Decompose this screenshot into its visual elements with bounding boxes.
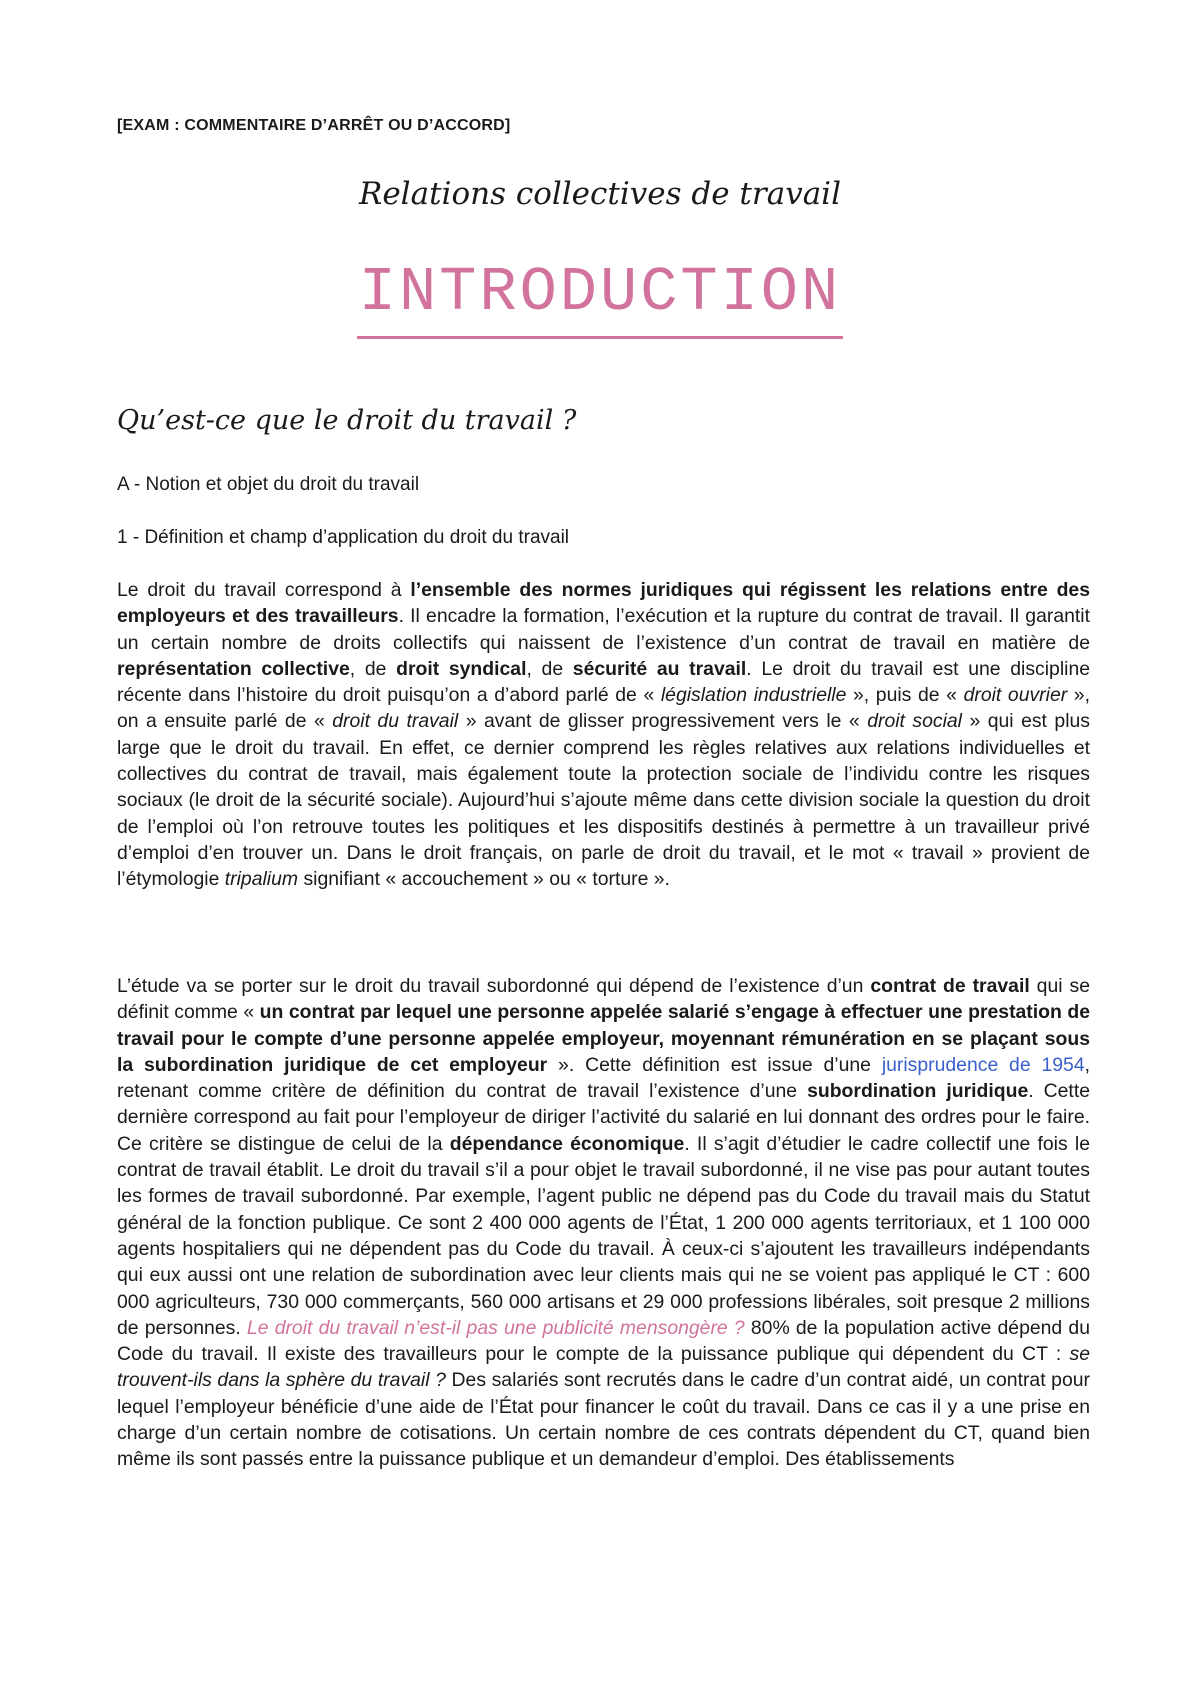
text-run: L’étude va se porter sur le droit du travail subordonné qui dépend de l’existence d’un [117, 975, 871, 997]
text-run: , retenant comme critère de définition du contrat de travail l’existence d’une [117, 1053, 1090, 1103]
text-run: . Il encadre la formation, l’exécution et la rupture du contrat de travail. Il garantit un certain nombre de droits collectifs qui naissent de l’existence d’un contrat de travail en matière de [117, 605, 1090, 654]
text-run: 80% de la population active dépend du Code du travail. Il existe des travailleurs pour le compte de la puissance publique qui dépendent du CT : [117, 1316, 1090, 1366]
text-run: . Cette dernière correspond au fait pour l’employeur de diriger l’activité du salarié en lui donnant des ordres pour le faire. Ce critère se distingue de celui de la [117, 1080, 1090, 1155]
exam-tag: [EXAM : COMMENTAIRE D’ARRÊT OU D’ACCORD] [117, 117, 511, 134]
intro-title: INTRODUCTION [357, 262, 843, 339]
text-run: ». Cette définition est issue d’une [547, 1053, 882, 1076]
jurisprudence-link[interactable]: jurisprudence de 1954 [881, 1053, 1085, 1076]
bold-term: l’ensemble des normes juridiques qui régissent les relations entre des employeurs et des travailleurs [117, 579, 1090, 628]
italic-term: législation industrielle [660, 684, 847, 707]
intro-title-wrapper [0, 257, 1200, 339]
italic-term: droit social [867, 710, 962, 733]
bold-term: contrat de travail [870, 975, 1030, 997]
highlighted-question: Le droit du travail n’est-il pas une publicité mensongère ? [246, 1316, 745, 1339]
text-run: qui se définit comme « [117, 975, 1090, 1024]
text-run: Le droit du travail correspond à [117, 579, 411, 601]
text-run: , de [349, 657, 397, 680]
section-title: Qu’est-ce que le droit du travail ? [117, 405, 577, 436]
text-run: », puis de « [846, 684, 964, 707]
text-run: , de [526, 657, 573, 680]
text-run: », on a ensuite parlé de « [117, 684, 1090, 733]
italic-term: droit du travail [332, 710, 459, 733]
text-run: Des salariés sont recrutés dans le cadre d’un contrat aidé, un contrat pour lequel l’employeur bénéficie d’une aide de l’État pour financer le coût du travail. Dans ce cas il y a une prise en charge d’un certain nombre de cotisations. Un certain nombre de ces contrats dépendent du CT, quand bien même ils sont passés entre la puissance publique et un demandeur d’emploi. Des établissements [117, 1369, 1090, 1471]
bold-term: droit syndical [396, 657, 527, 680]
bold-term: dépendance économique [449, 1132, 685, 1155]
paragraph-definition [117, 577, 1090, 893]
paragraph-scope [117, 973, 1090, 1473]
bold-term: représentation collective [117, 657, 350, 680]
text-run: . Il s’agit d’étudier le cadre collectif une fois le contrat de travail établit. Le droit du travail s’il a pour objet le travail subordonné, il ne vise pas pour autant toutes les formes de travail subordonné. Par exemple, l’agent public ne dépend pas du Code du travail mais du Statut général de la fonction publique. Ce sont 2 400 000 agents de l’État, 1 200 000 agents territoriaux, et 1 100 000 agents hospitaliers qui ne dépendent pas du Code du travail. À ceux-ci s’ajoutent les travailleurs indépendants qui eux aussi ont une relation de subordination avec leur clients mais qui ne se voient pas appliqué le CT : 600 000 agriculteurs, 730 000 commerçants, 560 000 artisans et 29 000 professions libérales, soit presque 2 millions de personnes. [117, 1132, 1090, 1339]
bold-term: sécurité au travail [572, 657, 747, 680]
text-run: » qui est plus large que le droit du travail. En effet, ce dernier comprend les règles relatives aux relations individuelles et collectives du contrat de travail, mais également toute la protection sociale de l’individu contre les risques sociaux (le droit de la sécurité sociale). Aujourd’hui s’ajoute même dans cette division sociale la question du droit de l’emploi où l’on retrouve toutes les politiques et les dispositifs destinés à permettre à un travailleur privé d’emploi d’en trouver un. Dans le droit français, on parle de droit du travail, et le mot « travail » provient de l’étymologie [117, 710, 1090, 891]
subsection-a-heading: A - Notion et objet du droit du travail [117, 474, 420, 495]
bold-term: subordination juridique [807, 1080, 1029, 1103]
italic-term: tripalium [224, 868, 299, 891]
subsection-1-heading: 1 - Définition et champ d’application du droit du travail [117, 527, 570, 548]
text-run: . Le droit du travail est une discipline récente dans l’histoire du droit puisqu’on a d’abord parlé de « [117, 657, 1091, 707]
course-title: Relations collectives de travail [358, 176, 842, 212]
bold-term: un contrat par lequel une personne appelée salarié s’engage à effectuer une prestation de travail pour le compte d’une personne appelée employeur, moyennant rémunération en se plaçant sous la subordination juridique de cet employeur [117, 1001, 1090, 1076]
italic-term: droit ouvrier [963, 684, 1068, 707]
text-run: signifiant « accouchement » ou « torture ». [298, 868, 670, 891]
italic-term: se trouvent-ils dans la sphère du travail ? [117, 1343, 1090, 1392]
text-run: » avant de glisser progressivement vers le « [458, 710, 868, 733]
